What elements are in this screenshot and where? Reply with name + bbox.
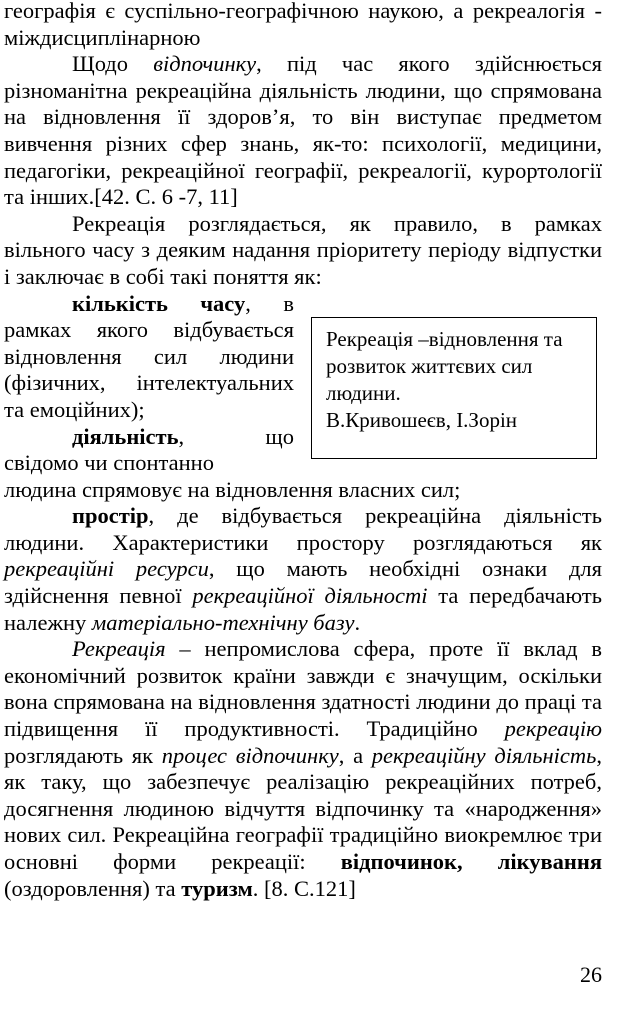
text-span: – непромислова сфера, проте її вклад в економічний розвиток країни завжди є значущим, оскільки вона спрямована на відновлення здатності людини до праці та підвищення її продуктивності. Традиційно (4, 636, 602, 742)
text-span: та передбачають належну (4, 583, 602, 635)
italic-term: матеріально-технічну базу (91, 609, 355, 635)
paragraph-intro-continuation: географія є суспільно-географічною наукою, а рекреалогія - міждисциплінарною (4, 0, 602, 50)
text-span: , в рамках якого відбувається відновлення сил людини (фізичних, інтелектуальних та емоційних); (4, 290, 294, 422)
text-span: (оздоровлення) та (4, 875, 182, 901)
page-number: 26 (580, 962, 602, 987)
italic-term: рекреаційну діяльність (371, 742, 597, 768)
paragraph-vidpochynok (4, 51, 602, 211)
bold-term: простір (72, 503, 149, 529)
bold-term: кількість часу (72, 290, 246, 316)
quote-author: В.Кривошеєв, І.Зорін (326, 408, 518, 432)
paragraph-rekreatsiya-sphere (4, 636, 602, 902)
bold-term: діяльність (72, 423, 179, 449)
italic-term: рекреаційні ресурси (4, 556, 209, 582)
list-item-activity-continuation: людина спрямовує на відновлення власних сил; (4, 476, 461, 502)
text-span: Щодо (72, 51, 154, 77)
text-span: . [8. С.121] (252, 875, 356, 901)
list-left-column (4, 291, 294, 477)
list-item-activity (4, 424, 294, 477)
quote-text: Рекреація –відновлення та розвиток життєвих сил людини. (326, 327, 563, 405)
text-span: розглядають як (4, 742, 162, 768)
list-item-space (4, 503, 602, 636)
text-span: , а (338, 742, 372, 768)
text-span: , де відбувається рекреаційна діяльність людини. Характеристики простору розглядаються як (4, 503, 602, 555)
italic-term: Рекреація (72, 636, 166, 662)
text-span: . (354, 609, 361, 635)
quote-box (311, 317, 597, 459)
list-item-time (4, 291, 294, 424)
text-span: , під час якого здійснюється різноманітна рекреаційна діяльність людини, що спрямована на відновлення її здоров’я, то він виступає предметом вивчення різних сфер знань, як-то: психології, медицини, педагогіки, рекреаційної географії, рекреалогії, курортології та інших.[42. С. 6 -7, 11] (4, 51, 603, 210)
text-span: , що свідомо чи спонтанно (4, 423, 294, 476)
paragraph-rekreatsiya-definition: Рекреація розглядається, як правило, в рамках вільного часу з деяким надання пріоритету періоду відпустки і заключає в собі такі поняття як: (4, 210, 602, 289)
text-span: , що мають необхідні ознаки для здійснення певної (4, 556, 602, 609)
italic-term: рекреаційної діяльності (192, 583, 428, 609)
italic-term: рекреацію (504, 716, 602, 742)
text-span: , як таку, що забезпечує реалізацію рекреаційних потреб, досягнення людиною відчуття відпочинку та «народження» нових сил. Рекреаційна географії традиційно виокремлює три основні форми рекреації: (4, 742, 602, 874)
italic-term: відпочинку (153, 51, 257, 77)
bold-term: відпочинок, лікування (340, 849, 602, 874)
bold-term: туризм (181, 875, 253, 901)
italic-term: процес відпочинку (161, 742, 339, 768)
